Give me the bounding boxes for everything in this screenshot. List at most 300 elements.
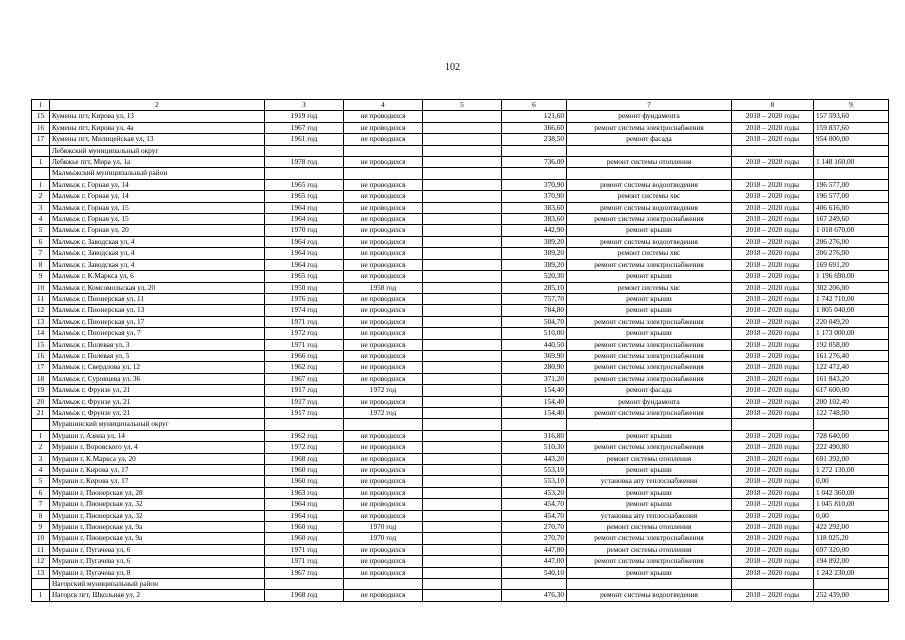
table-row [32, 248, 889, 259]
cost-cell: 0,00 [814, 476, 889, 487]
table-row [32, 111, 889, 122]
work-type-cell: ремонт крыши [567, 328, 732, 339]
last-repair-cell: не проводился [344, 510, 423, 521]
work-type-cell: ремонт системы электроснабжения [567, 362, 732, 373]
cost-cell: 954 000,00 [814, 134, 889, 145]
empty-cell [423, 396, 502, 407]
address-cell: Малмыж г, Комсомольская ул, 20 [50, 282, 265, 293]
last-repair-cell: не проводился [344, 362, 423, 373]
area-cell: 389,20 [502, 236, 567, 247]
column-header: 9 [814, 100, 889, 111]
area-cell: 154,40 [502, 407, 567, 418]
last-repair-cell: 1958 год [344, 282, 423, 293]
build-year-cell: 1960 год [265, 476, 344, 487]
table-row [32, 282, 889, 293]
build-year-cell: 1960 год [265, 522, 344, 533]
row-number-cell: 17 [32, 134, 50, 145]
work-type-cell: ремонт крыши [567, 430, 732, 441]
row-number-cell: 13 [32, 567, 50, 578]
empty-cell [423, 282, 502, 293]
last-repair-cell: не проводился [344, 476, 423, 487]
last-repair-cell: не проводился [344, 453, 423, 464]
area-cell: 476,30 [502, 590, 567, 601]
address-cell: Мураши г, Пугачева ул, 6 [50, 544, 265, 555]
row-number-cell: 4 [32, 214, 50, 225]
area-cell: 454,70 [502, 499, 567, 510]
build-year-cell: 1917 год [265, 407, 344, 418]
work-type-cell: ремонт системы электроснабжения [567, 556, 732, 567]
work-type-cell: ремонт системы электроснабжения [567, 533, 732, 544]
table-row [32, 430, 889, 441]
last-repair-cell: не проводился [344, 293, 423, 304]
work-type-cell: ремонт крыши [567, 567, 732, 578]
build-year-cell: 1964 год [265, 248, 344, 259]
area-cell: 520,30 [502, 271, 567, 282]
work-type-cell: ремонт системы хвс [567, 248, 732, 259]
period-cell: 2018 – 2020 годы [732, 556, 814, 567]
cost-cell: 192 058,00 [814, 339, 889, 350]
last-repair-cell: не проводился [344, 191, 423, 202]
cost-cell: 1 272 130,00 [814, 465, 889, 476]
table-row [32, 544, 889, 555]
empty-cell [423, 487, 502, 498]
row-number-cell: 19 [32, 385, 50, 396]
area-cell: 238,50 [502, 134, 567, 145]
build-year-cell: 1968 год [265, 590, 344, 601]
table-row [32, 157, 889, 168]
address-cell: Малмыж г, Пионерская ул, 17 [50, 316, 265, 327]
cost-cell: 196 577,00 [814, 191, 889, 202]
address-cell: Мураши г, Пионерская ул, 9а [50, 533, 265, 544]
address-cell: Мураши г, Пионерская ул, 32 [50, 499, 265, 510]
period-cell: 2018 – 2020 годы [732, 202, 814, 213]
address-cell: Малмыж г, Горная ул, 14 [50, 179, 265, 190]
period-cell: 2018 – 2020 годы [732, 567, 814, 578]
table-row [32, 328, 889, 339]
cost-cell: 161 843,20 [814, 373, 889, 384]
section-title-cell: Мурашинский муниципальный округ [50, 419, 265, 430]
last-repair-cell: не проводился [344, 350, 423, 361]
section-empty-cell [265, 579, 344, 590]
period-cell: 2018 – 2020 годы [732, 590, 814, 601]
area-cell: 383,60 [502, 202, 567, 213]
work-type-cell: ремонт фасада [567, 134, 732, 145]
period-cell: 2018 – 2020 годы [732, 248, 814, 259]
last-repair-cell: 1972 год [344, 407, 423, 418]
last-repair-cell: не проводился [344, 111, 423, 122]
build-year-cell: 1964 год [265, 236, 344, 247]
empty-cell [423, 590, 502, 601]
table-row [32, 487, 889, 498]
row-number-cell: 9 [32, 522, 50, 533]
address-cell: Мураши г, Пионерская ул, 9а [50, 522, 265, 533]
work-type-cell: ремонт системы электроснабжения [567, 259, 732, 270]
cost-cell: 422 292,00 [814, 522, 889, 533]
period-cell: 2018 – 2020 годы [732, 442, 814, 453]
work-type-cell: ремонт системы хвс [567, 191, 732, 202]
address-cell: Мураши г, Пионерская ул, 28 [50, 487, 265, 498]
work-type-cell: ремонт фундамента [567, 396, 732, 407]
build-year-cell: 1978 год [265, 157, 344, 168]
table-row [32, 179, 889, 190]
period-cell: 2018 – 2020 годы [732, 305, 814, 316]
last-repair-cell: не проводился [344, 328, 423, 339]
period-cell: 2018 – 2020 годы [732, 122, 814, 133]
period-cell: 2018 – 2020 годы [732, 396, 814, 407]
table-row [32, 225, 889, 236]
address-cell: Мураши г, Воровского ул, 4 [50, 442, 265, 453]
empty-cell [423, 328, 502, 339]
empty-cell [423, 179, 502, 190]
section-empty-cell [567, 168, 732, 179]
address-cell: Нагорск пгт, Школьная ул, 2 [50, 590, 265, 601]
area-cell: 369,90 [502, 350, 567, 361]
work-type-cell: ремонт системы электроснабжения [567, 442, 732, 453]
last-repair-cell: 1970 год [344, 522, 423, 533]
area-cell: 389,20 [502, 248, 567, 259]
build-year-cell: 1971 год [265, 339, 344, 350]
cost-cell: 302 206,00 [814, 282, 889, 293]
build-year-cell: 1965 год [265, 271, 344, 282]
empty-cell [423, 293, 502, 304]
last-repair-cell: не проводился [344, 236, 423, 247]
cost-cell: 118 025,20 [814, 533, 889, 544]
cost-cell: 1 173 000,00 [814, 328, 889, 339]
cost-cell: 206 276,00 [814, 236, 889, 247]
table-row [32, 476, 889, 487]
table-row [32, 385, 889, 396]
address-cell: Кумены пгт, Милицейская ул, 13 [50, 134, 265, 145]
last-repair-cell: не проводился [344, 225, 423, 236]
cost-cell: 406 616,00 [814, 202, 889, 213]
cost-cell: 1 148 160,00 [814, 157, 889, 168]
table-row [32, 407, 889, 418]
build-year-cell: 1967 год [265, 373, 344, 384]
section-empty-cell [567, 419, 732, 430]
table-row [32, 316, 889, 327]
row-number-cell: 21 [32, 407, 50, 418]
area-cell: 442,90 [502, 225, 567, 236]
address-cell: Лебяжье пгт, Мира ул, 1а [50, 157, 265, 168]
cost-cell: 1 196 690,00 [814, 271, 889, 282]
build-year-cell: 1971 год [265, 316, 344, 327]
cost-cell: 196 577,00 [814, 179, 889, 190]
section-empty-cell [732, 168, 814, 179]
section-empty-cell [265, 419, 344, 430]
column-header: 3 [265, 100, 344, 111]
cost-cell: 122 748,00 [814, 407, 889, 418]
row-number-cell: 10 [32, 282, 50, 293]
address-cell: Малмыж г, Заводская ул, 4 [50, 236, 265, 247]
section-row [32, 168, 889, 179]
section-empty-cell [502, 168, 567, 179]
empty-cell [423, 305, 502, 316]
empty-cell [423, 271, 502, 282]
repair-registry-table [31, 99, 889, 602]
section-title-cell: Малмыжский муниципальный район [50, 168, 265, 179]
address-cell: Малмыж г, Полевая ул, 5 [50, 350, 265, 361]
section-empty-cell [814, 579, 889, 590]
address-cell: Малмыж г, Фрунзе ул, 21 [50, 396, 265, 407]
section-empty-cell [265, 145, 344, 156]
column-header: 7 [567, 100, 732, 111]
build-year-cell: 1966 год [265, 350, 344, 361]
build-year-cell: 1968 год [265, 453, 344, 464]
row-number-cell: 10 [32, 533, 50, 544]
section-empty-cell [265, 168, 344, 179]
section-empty-cell [567, 579, 732, 590]
empty-cell [423, 544, 502, 555]
empty-cell [423, 214, 502, 225]
period-cell: 2018 – 2020 годы [732, 362, 814, 373]
area-cell: 270,70 [502, 522, 567, 533]
empty-cell [423, 373, 502, 384]
build-year-cell: 1972 год [265, 442, 344, 453]
work-type-cell: ремонт системы электроснабжения [567, 214, 732, 225]
table-row [32, 556, 889, 567]
period-cell: 2018 – 2020 годы [732, 179, 814, 190]
build-year-cell: 1964 год [265, 202, 344, 213]
period-cell: 2018 – 2020 годы [732, 544, 814, 555]
last-repair-cell: не проводился [344, 396, 423, 407]
work-type-cell: ремонт системы хвс [567, 282, 732, 293]
column-header: 2 [50, 100, 265, 111]
section-row [32, 145, 889, 156]
area-cell: 440,50 [502, 339, 567, 350]
build-year-cell: 1965 год [265, 191, 344, 202]
area-cell: 285,10 [502, 282, 567, 293]
column-header: 8 [732, 100, 814, 111]
build-year-cell: 1964 год [265, 499, 344, 510]
empty-cell [423, 407, 502, 418]
section-empty-cell [567, 145, 732, 156]
cost-cell: 691 392,00 [814, 453, 889, 464]
cost-cell: 122 472,40 [814, 362, 889, 373]
column-header: 1 [32, 100, 50, 111]
row-number-cell: 16 [32, 350, 50, 361]
empty-cell [423, 111, 502, 122]
section-empty-cell [502, 145, 567, 156]
section-empty-cell [344, 579, 423, 590]
empty-cell [423, 567, 502, 578]
work-type-cell: ремонт системы водоотведения [567, 202, 732, 213]
area-cell: 510,30 [502, 442, 567, 453]
build-year-cell: 1964 год [265, 510, 344, 521]
build-year-cell: 1917 год [265, 385, 344, 396]
period-cell: 2018 – 2020 годы [732, 385, 814, 396]
area-cell: 736,00 [502, 157, 567, 168]
address-cell: Малмыж г, Заводская ул, 4 [50, 259, 265, 270]
table-row [32, 442, 889, 453]
section-empty-cell [344, 145, 423, 156]
cost-cell: 159 837,60 [814, 122, 889, 133]
last-repair-cell: не проводился [344, 305, 423, 316]
area-cell: 316,80 [502, 430, 567, 441]
cost-cell: 697 320,00 [814, 544, 889, 555]
row-number-cell: 12 [32, 305, 50, 316]
cost-cell: 1 242 230,00 [814, 567, 889, 578]
period-cell: 2018 – 2020 годы [732, 282, 814, 293]
build-year-cell: 1964 год [265, 214, 344, 225]
cost-cell: 1 045 810,00 [814, 499, 889, 510]
section-empty-cell [423, 419, 502, 430]
area-cell: 443,20 [502, 453, 567, 464]
section-title-cell: Нагорский муниципальный район [50, 579, 265, 590]
cost-cell: 222 490,80 [814, 442, 889, 453]
area-cell: 447,00 [502, 544, 567, 555]
section-empty-cell [423, 168, 502, 179]
row-number-cell: 11 [32, 544, 50, 555]
area-cell: 553,10 [502, 465, 567, 476]
work-type-cell: ремонт крыши [567, 305, 732, 316]
last-repair-cell: 1972 год [344, 385, 423, 396]
table-row [32, 271, 889, 282]
address-cell: Малмыж г, Суровцева ул, 36 [50, 373, 265, 384]
build-year-cell: 1917 год [265, 396, 344, 407]
table-row [32, 350, 889, 361]
build-year-cell: 1962 год [265, 430, 344, 441]
empty-cell [423, 122, 502, 133]
address-cell: Мураши г, Пугачева ул, 6 [50, 556, 265, 567]
build-year-cell: 1970 год [265, 225, 344, 236]
row-number-cell: 2 [32, 191, 50, 202]
work-type-cell: ремонт системы водоотведения [567, 590, 732, 601]
last-repair-cell: 1970 год [344, 533, 423, 544]
address-cell: Мураши г, Кирова ул, 17 [50, 465, 265, 476]
last-repair-cell: не проводился [344, 179, 423, 190]
build-year-cell: 1971 год [265, 544, 344, 555]
address-cell: Малмыж г, Горная ул, 15 [50, 214, 265, 225]
build-year-cell: 1974 год [265, 305, 344, 316]
row-number-cell: 1 [32, 157, 50, 168]
address-cell: Мураши г, Кирова ул, 17 [50, 476, 265, 487]
empty-cell [423, 202, 502, 213]
table-row [32, 122, 889, 133]
address-cell: Кумены пгт, Кирова ул, 4а [50, 122, 265, 133]
work-type-cell: ремонт крыши [567, 499, 732, 510]
cost-cell: 194 892,00 [814, 556, 889, 567]
row-number-cell: 14 [32, 328, 50, 339]
cost-cell: 220 049,20 [814, 316, 889, 327]
row-number-cell: 15 [32, 339, 50, 350]
section-empty-cell [344, 419, 423, 430]
row-number-cell: 1 [32, 590, 50, 601]
period-cell: 2018 – 2020 годы [732, 499, 814, 510]
work-type-cell: ремонт системы водоотведения [567, 236, 732, 247]
table-row [32, 236, 889, 247]
area-cell: 366,60 [502, 122, 567, 133]
page-number: 102 [445, 62, 460, 73]
row-number-cell: 3 [32, 202, 50, 213]
last-repair-cell: не проводился [344, 214, 423, 225]
work-type-cell: ремонт системы водоотведения [567, 179, 732, 190]
row-number-cell: 12 [32, 556, 50, 567]
cost-cell: 161 276,40 [814, 350, 889, 361]
build-year-cell: 1964 год [265, 259, 344, 270]
period-cell: 2018 – 2020 годы [732, 476, 814, 487]
area-cell: 540,10 [502, 567, 567, 578]
work-type-cell: ремонт крыши [567, 487, 732, 498]
area-cell: 553,10 [502, 476, 567, 487]
build-year-cell: 1967 год [265, 567, 344, 578]
row-number-cell: 3 [32, 453, 50, 464]
section-title-cell: Лебяжский муниципальный округ [50, 145, 265, 156]
last-repair-cell: не проводился [344, 499, 423, 510]
build-year-cell: 1950 год [265, 282, 344, 293]
work-type-cell: ремонт системы электроснабжения [567, 350, 732, 361]
work-type-cell: ремонт системы отопления [567, 453, 732, 464]
period-cell: 2018 – 2020 годы [732, 225, 814, 236]
work-type-cell: ремонт крыши [567, 271, 732, 282]
address-cell: Мураши г, Пионерская ул, 32 [50, 510, 265, 521]
last-repair-cell: не проводился [344, 339, 423, 350]
period-cell: 2018 – 2020 годы [732, 430, 814, 441]
section-empty-cell [502, 579, 567, 590]
empty-cell [423, 499, 502, 510]
last-repair-cell: не проводился [344, 248, 423, 259]
address-cell: Малмыж г, Горная ул, 20 [50, 225, 265, 236]
section-row [32, 419, 889, 430]
build-year-cell: 1971 год [265, 556, 344, 567]
period-cell: 2018 – 2020 годы [732, 293, 814, 304]
area-cell: 389,20 [502, 259, 567, 270]
table-row [32, 396, 889, 407]
row-number-cell: 18 [32, 373, 50, 384]
empty-cell [423, 157, 502, 168]
section-empty-cell [732, 579, 814, 590]
period-cell: 2018 – 2020 годы [732, 510, 814, 521]
empty-cell [423, 339, 502, 350]
empty-cell [423, 453, 502, 464]
row-number-cell: 8 [32, 510, 50, 521]
table-row [32, 533, 889, 544]
address-cell: Малмыж г, Полевая ул, 3 [50, 339, 265, 350]
table-row [32, 293, 889, 304]
address-cell: Малмыж г, К.Маркса ул, 6 [50, 271, 265, 282]
row-number-cell: 1 [32, 179, 50, 190]
area-cell: 454,70 [502, 510, 567, 521]
section-empty-cell [344, 168, 423, 179]
area-cell: 510,00 [502, 328, 567, 339]
area-cell: 154,40 [502, 385, 567, 396]
table-row [32, 214, 889, 225]
last-repair-cell: не проводился [344, 556, 423, 567]
area-cell: 784,80 [502, 305, 567, 316]
section-number-cell [32, 145, 50, 156]
table-row [32, 453, 889, 464]
work-type-cell: ремонт крыши [567, 465, 732, 476]
cost-cell: 1 805 040,00 [814, 305, 889, 316]
address-cell: Малмыж г, Заводская ул, 4 [50, 248, 265, 259]
period-cell: 2018 – 2020 годы [732, 157, 814, 168]
table-row [32, 305, 889, 316]
table-row [32, 510, 889, 521]
last-repair-cell: не проводился [344, 259, 423, 270]
empty-cell [423, 442, 502, 453]
section-empty-cell [732, 419, 814, 430]
section-empty-cell [814, 168, 889, 179]
table-row [32, 362, 889, 373]
last-repair-cell: не проводился [344, 122, 423, 133]
row-number-cell: 20 [32, 396, 50, 407]
column-header: 6 [502, 100, 567, 111]
row-number-cell: 7 [32, 499, 50, 510]
work-type-cell: ремонт крыши [567, 293, 732, 304]
row-number-cell: 6 [32, 236, 50, 247]
last-repair-cell: не проводился [344, 442, 423, 453]
row-number-cell: 1 [32, 430, 50, 441]
last-repair-cell: не проводился [344, 567, 423, 578]
